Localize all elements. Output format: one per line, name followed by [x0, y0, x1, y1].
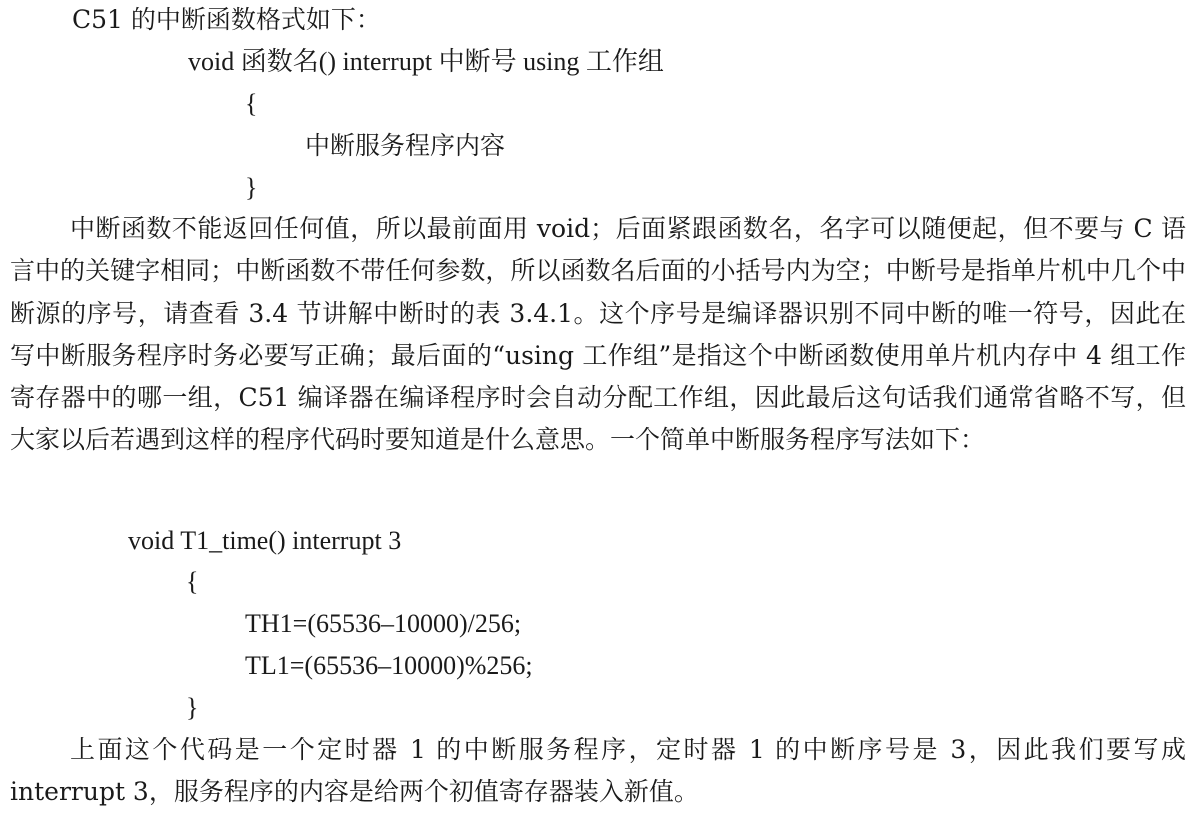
- format-intro-text: C51 的中断函数格式如下：: [72, 5, 381, 34]
- example-close-brace: }: [186, 693, 199, 722]
- format-close-brace: }: [245, 173, 258, 202]
- explanation-paragraph: 中断函数不能返回任何值，所以最前面用 void；后面紧跟函数名，名字可以随便起，但不要与 C 语言中的关键字相同；中断函数不带任何参数，所以函数名后面的小括号内为空；中断号是指单片机中几个中断源的序号，请查看 3.4 节讲解中断时的表 3.4.1。这个序号是编译器识别不同中断的唯一符号，因此在写中断服务程序时务必要写正确；最后面的“using 工作组”是指这个中断函数使用单片机内存中 4 组工作寄存器中的哪一组，C51 编译器在编译程序时会自动分配工作组，因此最后这句话我们通常省略不写，但大家以后若遇到这样的程序代码时要知道是什么意思。一个简单中断服务程序写法如下：: [10, 214, 1186, 455]
- example-code-line-th1: TH1=(65536–10000)/256;: [245, 609, 522, 638]
- example-signature-code: void T1_time() interrupt 3: [128, 526, 402, 555]
- format-open-brace: {: [245, 89, 258, 118]
- example-code-line-tl1: TL1=(65536–10000)%256;: [245, 651, 533, 680]
- summary-paragraph: 上面这个代码是一个定时器 1 的中断服务程序，定时器 1 的中断序号是 3，因此我们要写成 interrupt 3，服务程序的内容是给两个初值寄存器装入新值。: [10, 735, 1186, 807]
- format-body-text: 中断服务程序内容: [305, 131, 506, 160]
- example-open-brace: {: [186, 567, 199, 596]
- format-signature-code: void 函数名() interrupt 中断号 using 工作组: [188, 47, 664, 76]
